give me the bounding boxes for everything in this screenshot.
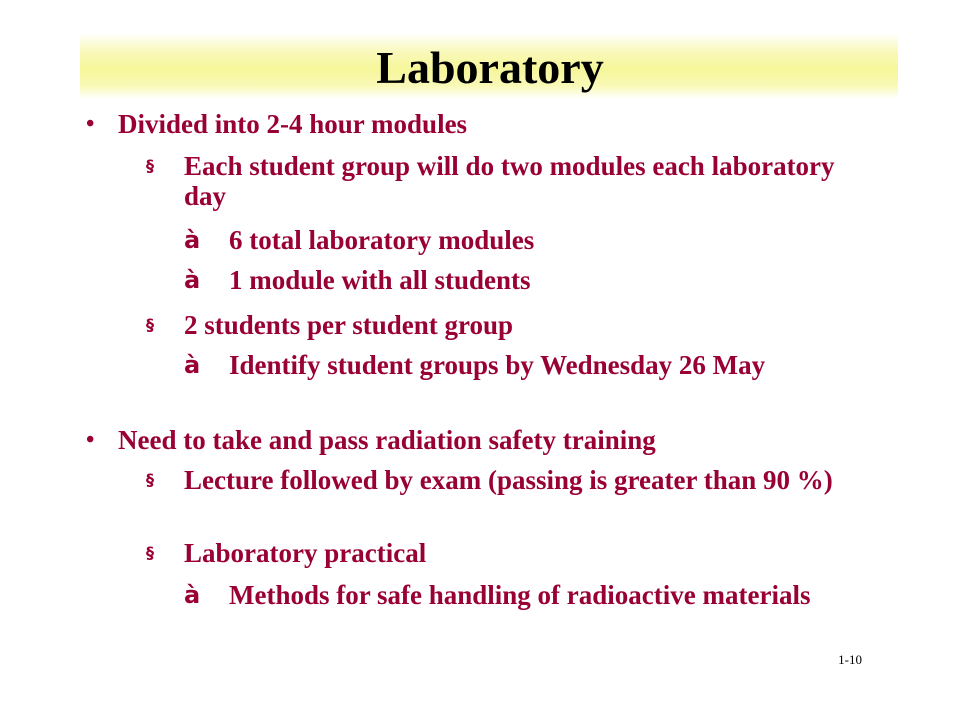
- arrow-bullet-icon: à: [184, 581, 201, 609]
- square-bullet-icon: §: [146, 315, 154, 334]
- square-bullet-icon: §: [146, 543, 154, 562]
- sub-bullet-item: Each student group will do two modules each laboratory day: [184, 151, 835, 211]
- sub-sub-bullet-item: Identify student groups by Wednesday 26 May: [229, 350, 766, 380]
- sub-bullet-item: Laboratory practical: [184, 538, 427, 568]
- arrow-bullet-icon: à: [184, 266, 201, 294]
- sub-sub-bullet-item: Methods for safe handling of radioactive materials: [229, 580, 811, 610]
- bullet-icon: •: [86, 111, 95, 137]
- bullet-icon: •: [86, 427, 95, 453]
- arrow-bullet-icon: à: [184, 226, 201, 254]
- arrow-bullet-icon: à: [184, 351, 201, 379]
- square-bullet-icon: §: [146, 156, 154, 175]
- sub-bullet-item: 2 students per student group: [184, 310, 514, 340]
- sub-sub-bullet-item: 6 total laboratory modules: [229, 225, 535, 255]
- page-number: 1-10: [838, 652, 862, 667]
- slide-title: Laboratory: [376, 42, 604, 93]
- sub-bullet-item: Lecture followed by exam (passing is greater than 90 %): [184, 465, 833, 495]
- bullet-item: Need to take and pass radiation safety training: [118, 425, 656, 455]
- bullet-item: Divided into 2-4 hour modules: [118, 109, 468, 139]
- square-bullet-icon: §: [146, 470, 154, 489]
- sub-sub-bullet-item: 1 module with all students: [229, 265, 531, 295]
